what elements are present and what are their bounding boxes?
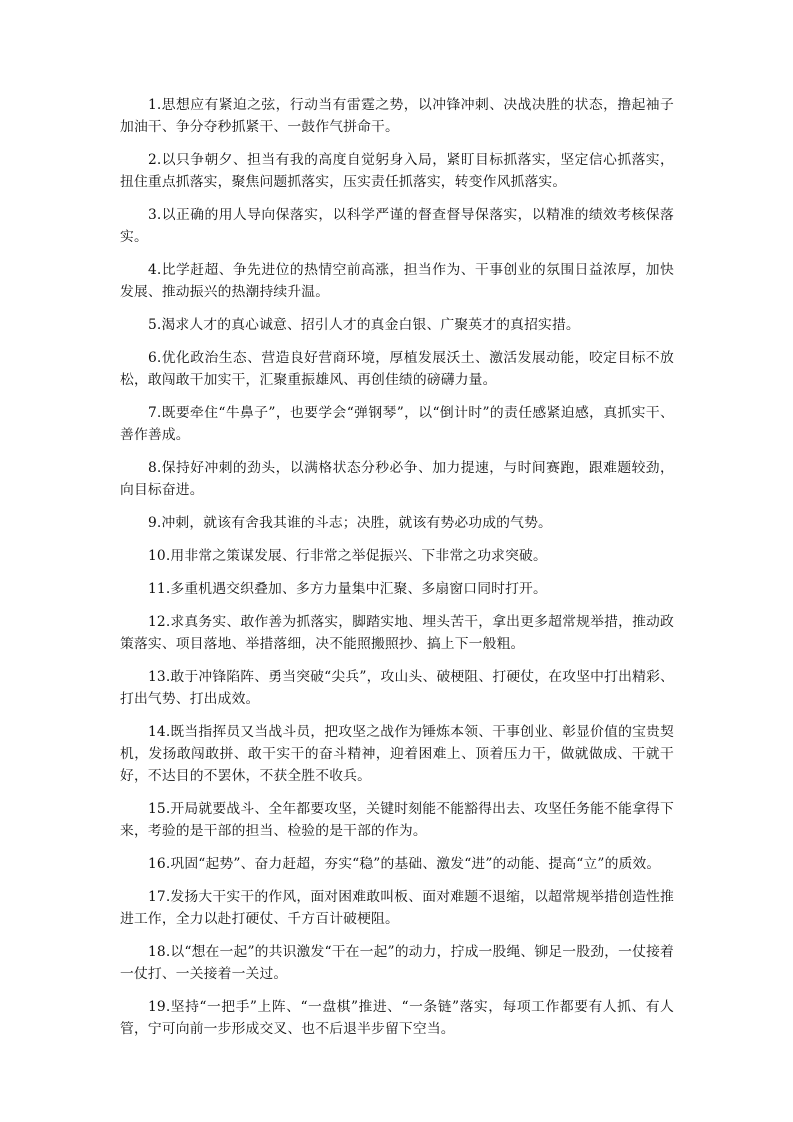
paragraph-5: 5.渴求人才的真心诚意、招引人才的真金白银、广聚英才的真招实措。 [148,317,580,333]
paragraph-19: 19.坚持“一把手”上阵、“一盘棋”推进、“一条链”落实，每项工作都要有人抓、有人管，宁可向前一步形成交叉、也不后退半步留下空当。 [120,999,674,1037]
paragraph-14: 14.既当指挥员又当战斗员，把攻坚之战作为锤炼本领、干事创业、彰显价值的宝贵契机，发扬敢闯敢拼、敢干实干的奋斗精神，迎着困难上、顶着压力干，做就做成、干就干好，不达目的不罢休，不获全胜不收兵。 [120,724,674,784]
paragraph-3: 3.以正确的用人导向保落实，以科学严谨的督查督导保落实，以精准的绩效考核保落实。 [120,207,674,245]
paragraph-2: 2.以只争朝夕、担当有我的高度自觉躬身入局，紧盯目标抓落实，坚定信心抓落实，扭住重点抓落实，聚焦问题抓落实，压实责任抓落实，转变作风抓落实。 [120,152,674,190]
paragraph-7: 7.既要牵住“牛鼻子”，也要学会“弹钢琴”，以“倒计时”的责任感紧迫感，真抓实干、善作善成。 [120,405,674,443]
paragraph-6: 6.优化政治生态、营造良好营商环境，厚植发展沃土、激活发展动能，咬定目标不放松，敢闯敢干加实干，汇聚重振雄风、再创佳绩的磅礴力量。 [120,350,674,388]
paragraph-15: 15.开局就要战斗、全年都要攻坚，关键时刻能不能豁得出去、攻坚任务能不能拿得下来，考验的是干部的担当、检验的是干部的作为。 [120,801,674,839]
document-body [120,94,674,1051]
paragraph-17: 17.发扬大干实干的作风，面对困难敢叫板、面对难题不退缩，以超常规举措创造性推进工作，全力以赴打硬仗、千方百计破梗阻。 [120,889,674,927]
paragraph-8: 8.保持好冲刺的劲头，以满格状态分秒必争、加力提速，与时间赛跑，跟难题较劲，向目标奋进。 [120,460,674,498]
paragraph-1: 1.思想应有紧迫之弦，行动当有雷霆之势，以冲锋冲刺、决战决胜的状态，撸起袖子加油干、争分夺秒抓紧干、一鼓作气拼命干。 [120,97,674,135]
paragraph-16: 16.巩固“起势”、奋力赶超，夯实“稳”的基础、激发“进”的动能、提高“立”的质效。 [148,856,661,872]
paragraph-18: 18.以“想在一起”的共识激发“干在一起”的动力，拧成一股绳、铆足一股劲，一仗接着一仗打、一关接着一关过。 [120,944,674,982]
paragraph-12: 12.求真务实、敢作善为抓落实，脚踏实地、埋头苦干，拿出更多超常规举措，推动政策落实、项目落地、举措落细，决不能照搬照抄、搞上下一般粗。 [120,614,674,652]
paragraph-13: 13.敢于冲锋陷阵、勇当突破“尖兵”，攻山头、破梗阻、打硬仗，在攻坚中打出精彩、打出气势、打出成效。 [120,669,674,707]
paragraph-11: 11.多重机遇交织叠加、多方力量集中汇聚、多扇窗口同时打开。 [148,581,547,597]
paragraph-10: 10.用非常之策谋发展、行非常之举促振兴、下非常之功求突破。 [148,548,547,564]
paragraph-4: 4.比学赶超、争先进位的热情空前高涨，担当作为、干事创业的氛围日益浓厚，加快发展、推动振兴的热潮持续升温。 [120,262,674,300]
paragraph-9: 9.冲刺，就该有舍我其谁的斗志；决胜，就该有势必功成的气势。 [148,515,552,531]
